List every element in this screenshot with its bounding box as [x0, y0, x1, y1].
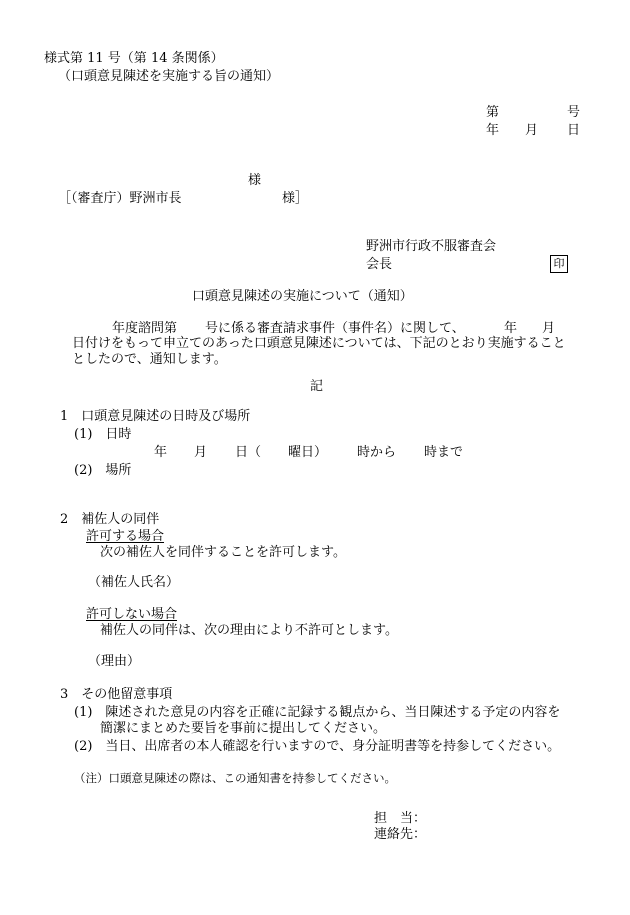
body-line-2: 日付けをもって申立てのあった口頭意見陳述については、下記のとおり実施すること [72, 336, 566, 351]
date-month: 月 [194, 445, 208, 460]
permit-heading: 許可する場合 [86, 529, 165, 544]
time-until: 時まで [424, 445, 464, 460]
addressee-alt-sama: 様］ [282, 191, 309, 206]
reason-label: （理由） [88, 654, 141, 669]
seal-box: 印 [550, 255, 568, 273]
form-subtitle: （口頭意見陳述を実施する旨の通知） [58, 69, 280, 84]
section3-item2: (2) 当日、出席者の本人確認を行いますので、身分証明書等を持参してください。 [74, 739, 561, 754]
body-fiscal-year: 年度諮問第 [112, 321, 178, 336]
doc-date-month: 月 [525, 123, 539, 138]
date-year: 年 [154, 445, 168, 460]
deny-heading: 許可しない場合 [86, 607, 178, 622]
body-month: 月 [542, 321, 556, 336]
body-case-text: 号に係る審査請求事件（事件名）に関して、 [205, 321, 465, 336]
note: （注）口頭意見陳述の際は、この通知書を持参してください。 [74, 771, 396, 785]
section1-place-label: (2) 場所 [74, 463, 132, 478]
permit-text: 次の補佐人を同伴することを許可します。 [100, 545, 346, 560]
sender-title: 会長 [366, 257, 393, 272]
addressee-alt: ［（審査庁）野洲市長 [58, 191, 182, 206]
section1-heading: 1 口頭意見陳述の日時及び場所 [60, 409, 251, 424]
section2-heading: 2 補佐人の同伴 [60, 512, 160, 527]
date-day: 日（ [235, 445, 262, 460]
addressee-sama: 様 [248, 173, 262, 188]
assistant-name-label: （補佐人氏名） [88, 575, 180, 590]
doc-date-day: 日 [567, 123, 581, 138]
contact-person: 担 当： [374, 811, 427, 826]
doc-number-go: 号 [567, 105, 581, 120]
body-year: 年 [504, 321, 518, 336]
section3-item1-line2: 簡潔にまとめた要旨を事前に提出してください。 [100, 721, 387, 736]
sender-org: 野洲市行政不服審査会 [366, 239, 497, 254]
deny-text: 補佐人の同伴は、次の理由により不許可とします。 [100, 623, 398, 638]
date-weekday: 曜日） [288, 445, 328, 460]
doc-date-year: 年 [486, 123, 500, 138]
doc-number-dai: 第 [486, 105, 500, 120]
body-line-3: としたので、通知します。 [72, 352, 227, 367]
time-from: 時から [357, 445, 397, 460]
ki-heading: 記 [310, 379, 324, 394]
section3-heading: 3 その他留意事項 [60, 687, 173, 702]
form-number: 様式第 11 号（第 14 条関係） [44, 51, 224, 66]
contact-phone: 連絡先： [374, 827, 427, 842]
notice-title: 口頭意見陳述の実施について（通知） [192, 289, 413, 304]
section3-item1-line1: (1) 陳述された意見の内容を正確に記録する観点から、当日陳述する予定の内容を [74, 705, 561, 720]
section1-datetime-label: (1) 日時 [74, 427, 132, 442]
